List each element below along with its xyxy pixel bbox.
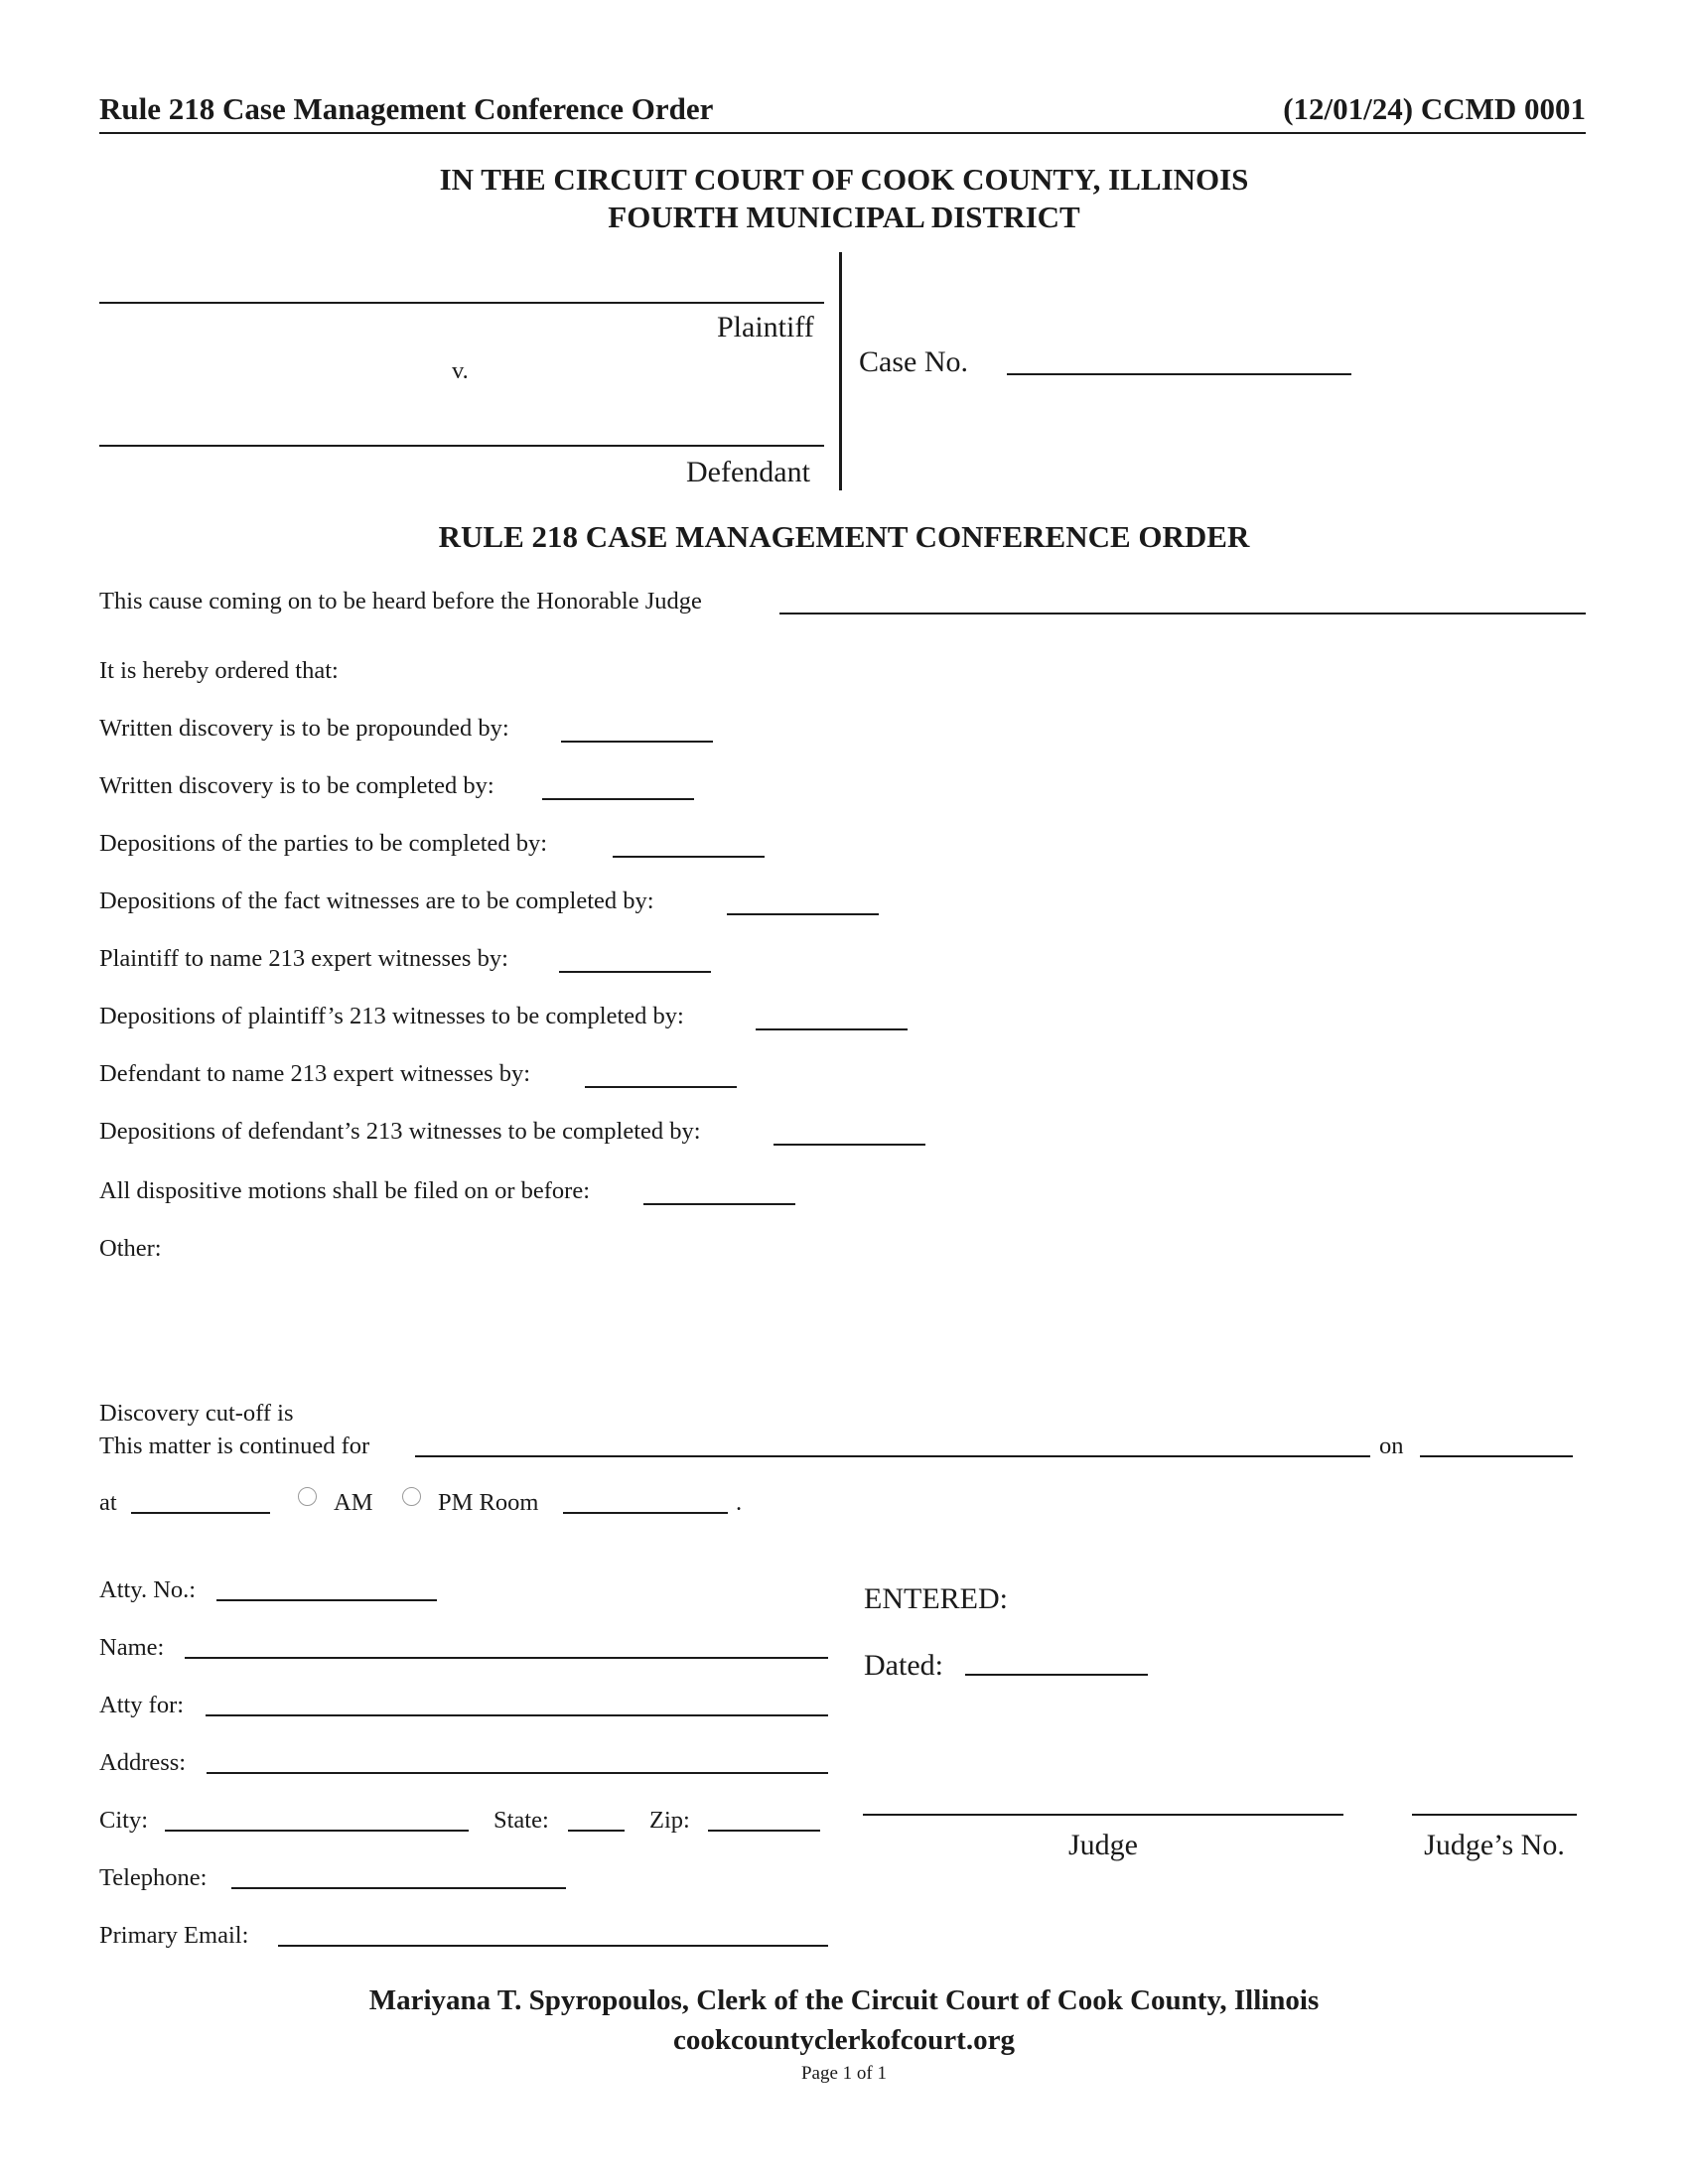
continued-on-label: on — [1379, 1433, 1404, 1459]
header-rule — [99, 132, 1586, 134]
clerk-footer: Mariyana T. Spyropoulos, Clerk of the Circuit Court of Cook County, Illinois — [368, 1984, 1320, 2016]
atty-no-label: Atty. No.: — [99, 1576, 197, 1603]
state-field[interactable] — [568, 1830, 625, 1832]
clerk-website: cookcountyclerkofcourt.org — [673, 2024, 1015, 2056]
judge-number-label: Judge’s No. — [1424, 1829, 1565, 1861]
pm-radio[interactable] — [402, 1487, 421, 1506]
deadline-party-depositions-field[interactable] — [613, 828, 765, 858]
atty-for-label: Atty for: — [99, 1692, 185, 1718]
case-number-label: Case No. — [859, 345, 968, 378]
deadline-defendant-experts-label: Defendant to name 213 expert witnesses by: — [99, 1060, 531, 1087]
continued-time-field[interactable] — [131, 1512, 270, 1514]
plaintiff-label: Plaintiff — [717, 311, 814, 343]
deadline-written-complete-label: Written discovery is to be completed by: — [99, 772, 494, 799]
continued-purpose-field[interactable] — [415, 1455, 1370, 1457]
deadline-plaintiff-213-label: Depositions of plaintiff’s 213 witnesses to be completed by: — [99, 1003, 684, 1029]
deadline-dispositive-motions-field[interactable] — [643, 1175, 795, 1205]
deadline-plaintiff-experts-label: Plaintiff to name 213 expert witnesses by: — [99, 945, 508, 972]
primary-email-field[interactable] — [278, 1945, 828, 1947]
am-label: AM — [334, 1489, 373, 1516]
order-title: RULE 218 CASE MANAGEMENT CONFERENCE ORDER — [438, 519, 1250, 554]
case-number-field[interactable] — [1007, 338, 1351, 375]
discovery-cutoff-label: Discovery cut-off is — [99, 1400, 294, 1427]
defendant-label: Defendant — [686, 456, 810, 488]
pm-room-label: PM Room — [438, 1489, 539, 1516]
judge-signature-line[interactable] — [863, 1814, 1343, 1816]
telephone-field[interactable] — [231, 1887, 566, 1889]
other-label: Other: — [99, 1235, 162, 1262]
continued-label: This matter is continued for — [99, 1433, 370, 1459]
atty-name-label: Name: — [99, 1634, 165, 1661]
city-label: City: — [99, 1807, 149, 1834]
deadline-propound-field[interactable] — [561, 713, 713, 743]
form-code-header: (12/01/24) CCMD 0001 — [1283, 91, 1586, 126]
atty-name-field[interactable] — [185, 1657, 828, 1659]
continued-end-period: . — [736, 1489, 743, 1516]
primary-email-label: Primary Email: — [99, 1922, 249, 1949]
deadline-defendant-213-label: Depositions of defendant’s 213 witnesses to be completed by: — [99, 1118, 701, 1145]
state-label: State: — [493, 1807, 549, 1834]
defendant-name-field[interactable] — [99, 409, 824, 447]
entered-label: ENTERED: — [864, 1582, 1008, 1615]
atty-for-field[interactable] — [206, 1714, 828, 1716]
continued-at-label: at — [99, 1489, 117, 1516]
dated-label: Dated: — [864, 1649, 943, 1682]
page-number: Page 1 of 1 — [800, 2063, 887, 2084]
plaintiff-name-field[interactable] — [99, 266, 824, 304]
zip-label: Zip: — [649, 1807, 690, 1834]
deadline-defendant-experts-field[interactable] — [585, 1058, 737, 1088]
zip-field[interactable] — [708, 1830, 820, 1832]
deadline-propound-label: Written discovery is to be propounded by: — [99, 715, 509, 742]
form-title-header: Rule 218 Case Management Conference Order — [99, 91, 714, 126]
dated-field[interactable] — [965, 1674, 1148, 1676]
versus-label: v. — [452, 357, 469, 384]
room-number-field[interactable] — [563, 1512, 728, 1514]
deadline-defendant-213-field[interactable] — [774, 1116, 925, 1146]
deadline-dispositive-motions-label: All dispositive motions shall be filed on or before: — [99, 1177, 591, 1204]
deadline-written-complete-field[interactable] — [542, 770, 694, 800]
telephone-label: Telephone: — [99, 1864, 208, 1891]
deadline-fact-witness-field[interactable] — [727, 886, 879, 915]
deadline-plaintiff-213-field[interactable] — [756, 1001, 908, 1030]
address-field[interactable] — [207, 1772, 828, 1774]
ordered-intro: It is hereby ordered that: — [99, 657, 339, 684]
am-radio[interactable] — [298, 1487, 317, 1506]
address-label: Address: — [99, 1749, 187, 1776]
deadline-party-depositions-label: Depositions of the parties to be completed by: — [99, 830, 548, 857]
honorable-judge-field[interactable] — [779, 584, 1586, 614]
atty-no-field[interactable] — [216, 1599, 437, 1601]
judge-number-field[interactable] — [1412, 1814, 1577, 1816]
city-field[interactable] — [165, 1830, 469, 1832]
continued-date-field[interactable] — [1420, 1455, 1573, 1457]
deadline-fact-witness-label: Depositions of the fact witnesses are to be completed by: — [99, 887, 654, 914]
honorable-judge-label: This cause coming on to be heard before the Honorable Judge — [99, 588, 702, 614]
caption-divider — [839, 252, 842, 490]
deadline-plaintiff-experts-field[interactable] — [559, 943, 711, 973]
judge-label: Judge — [1068, 1829, 1138, 1861]
court-name: IN THE CIRCUIT COURT OF COOK COUNTY, ILLINOIS — [439, 162, 1249, 197]
court-district: FOURTH MUNICIPAL DISTRICT — [608, 200, 1080, 234]
